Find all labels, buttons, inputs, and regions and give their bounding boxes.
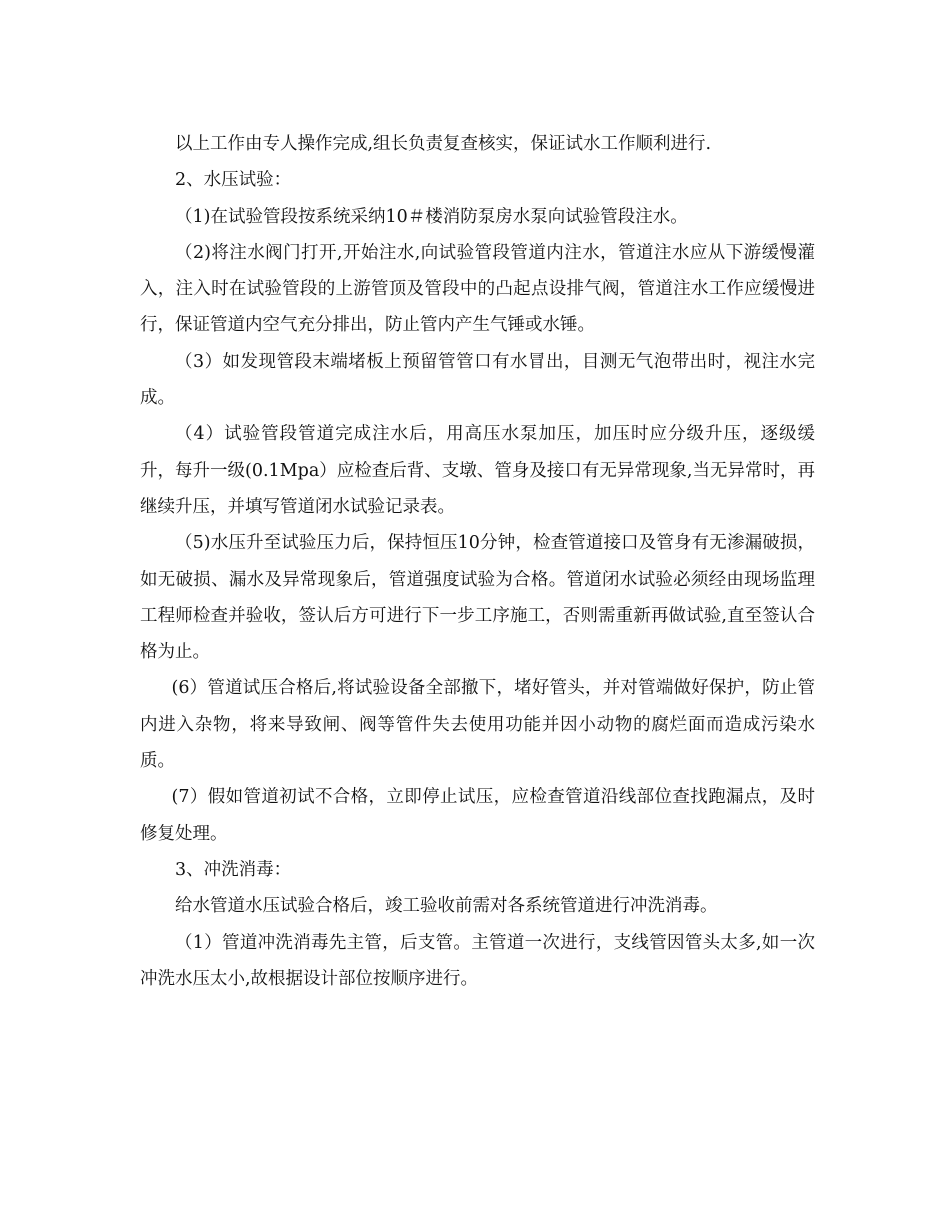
paragraph-flushing-step-1: （1）管道冲洗消毒先主管，后支管。主管道一次进行，支线管因管头太多,如一次冲洗水压太小,故根据设计部位按顺序进行。 [140, 932, 815, 989]
paragraph-step-5: （5)水压升至试验压力后，保持恒压10分钟，检查管道接口及管身有无渗漏破损，如无破损、漏水及异常现象后，管道强度试验为合格。管道闭水试验必须经由现场监理工程师检查并验收，签认后方可进行下一步工序施工，否则需重新再做试验,直至签认合格为止。 [140, 533, 815, 663]
paragraph-step-2: （2)将注水阀门打开,开始注水,向试验管段管道内注水，管道注水应从下游缓慢灌入，注入时在试验管段的上游管顶及管段中的凸起点设排气阀，管道注水工作应缓慢进行，保证管道内空气充分排出，防止管内产生气锤或水锤。 [140, 242, 815, 336]
document-body [140, 126, 815, 997]
section-heading-pressure-test: 2、水压试验： [175, 170, 292, 191]
paragraph-summary: 以上工作由专人操作完成,组长负责复查核实，保证试水工作顺利进行. [175, 134, 712, 154]
paragraph-step-3: （3）如发现管段末端堵板上预留管管口有水冒出，目测无气泡带出时，视注水完成。 [140, 351, 815, 409]
paragraph-step-1: （1)在试验管段按系统采纳10＃楼消防泵房水泵向试验管段注水。 [175, 206, 688, 227]
paragraph-step-4: （4）试验管段管道完成注水后，用高压水泵加压，加压时应分级升压，逐级缓升，每升一级(0.1Mpa）应检查后背、支墩、管身及接口有无异常现象,当无异常时，再继续升压，并填写管道闭水试验记录表。 [140, 424, 815, 517]
paragraph-step-6: (6）管道试压合格后,将试验设备全部撤下，堵好管头，并对管端做好保护，防止管内进入杂物，将来导致闸、阀等管件失去使用功能并因小动物的腐烂面而造成污染水质。 [140, 678, 815, 772]
section-heading-flushing: 3、冲洗消毒： [175, 859, 292, 880]
paragraph-flushing-intro: 给水管道水压试验合格后，竣工验收前需对各系统管道进行冲洗消毒。 [175, 896, 718, 917]
paragraph-step-7: (7）假如管道初试不合格，立即停止试压，应检查管道沿线部位查找跑漏点，及时修复处理。 [140, 787, 815, 844]
